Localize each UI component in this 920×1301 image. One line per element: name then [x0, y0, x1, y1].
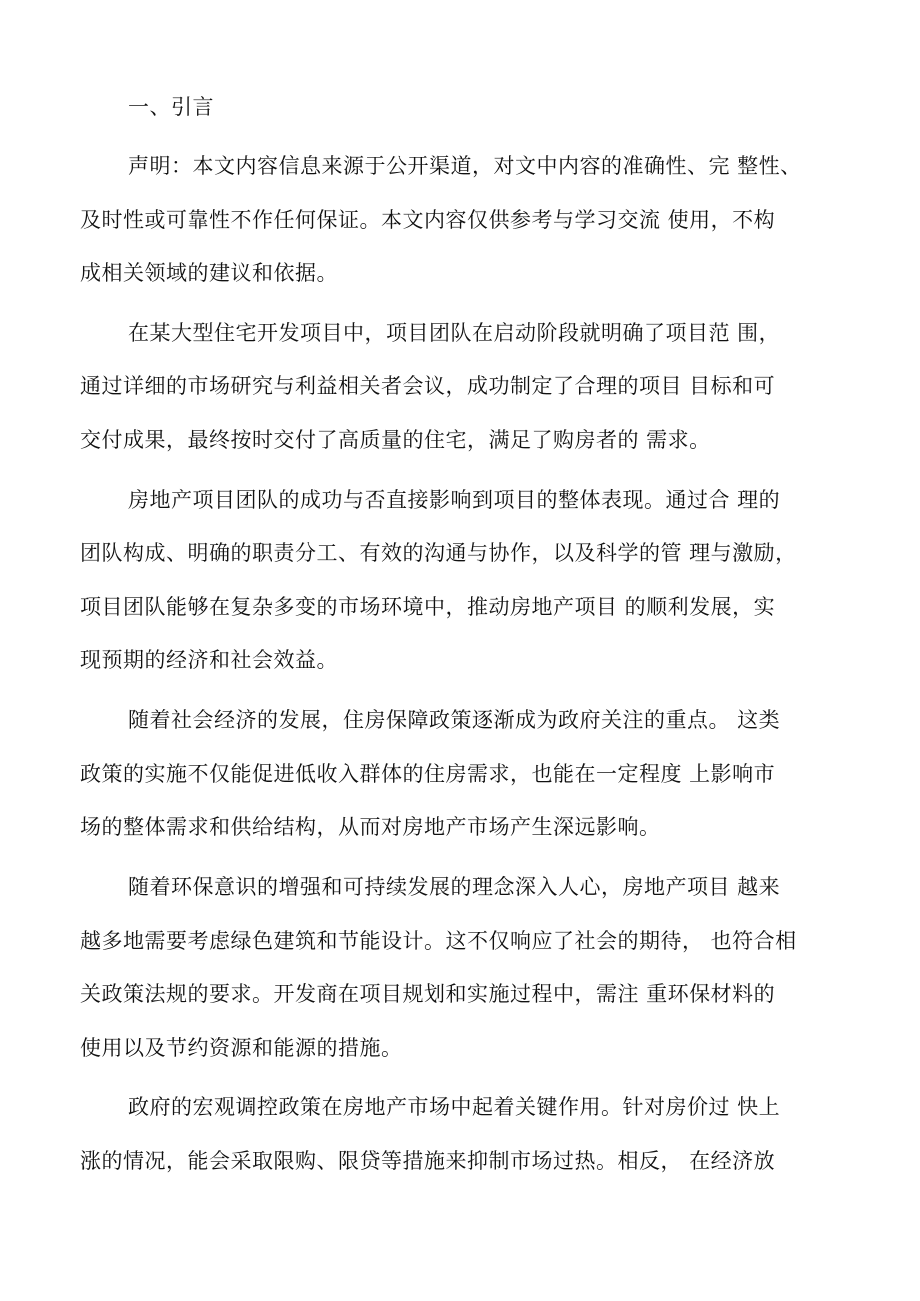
paragraph-disclaimer-line: 成相关领域的建议和依据。 — [80, 261, 338, 285]
paragraph-green-building-line: 随着环保意识的增强和可持续发展的理念深入人心，房地产项目 越来 — [128, 875, 781, 899]
paragraph-macro-control-line: 涨的情况，能会采取限购、限贷等措施来抑制市场过热。相反， 在经济放 — [80, 1149, 776, 1173]
section-heading: 一、引言 — [128, 95, 214, 119]
paragraph-team-line: 现预期的经济和社会效益。 — [80, 648, 338, 672]
paragraph-project-example-line: 在某大型住宅开发项目中，项目团队在启动阶段就明确了项目范 围， — [128, 321, 781, 345]
paragraph-team-line: 房地产项目团队的成功与否直接影响到项目的整体表现。通过合 理的 — [128, 488, 781, 512]
paragraph-team-line: 项目团队能够在复杂多变的市场环境中，推动房地产项目 的顺利发展，实 — [80, 595, 776, 619]
paragraph-disclaimer-line: 声明：本文内容信息来源于公开渠道，对文中内容的准确性、完 整性、 — [128, 154, 802, 178]
paragraph-disclaimer-line: 及时性或可靠性不作任何保证。本文内容仅供参考与学习交流 使用，不构 — [80, 208, 776, 232]
paragraph-team-line: 团队构成、明确的职责分工、有效的沟通与协作，以及科学的管 理与激励， — [80, 541, 797, 565]
paragraph-housing-policy-line: 政策的实施不仅能促进低收入群体的住房需求，也能在一定程度 上影响市 — [80, 762, 776, 786]
paragraph-green-building-line: 越多地需要考虑绿色建筑和节能设计。这不仅响应了社会的期待， 也符合相 — [80, 929, 797, 953]
paragraph-project-example-line: 交付成果，最终按时交付了高质量的住宅，满足了购房者的 需求。 — [80, 428, 711, 452]
paragraph-housing-policy-line: 场的整体需求和供给结构，从而对房地产市场产生深远影响。 — [80, 815, 661, 839]
paragraph-green-building-line: 使用以及节约资源和能源的措施。 — [80, 1036, 403, 1060]
paragraph-housing-policy-line: 随着社会经济的发展，住房保障政策逐渐成为政府关注的重点。 这类 — [128, 708, 781, 732]
paragraph-green-building-line: 关政策法规的要求。开发商在项目规划和实施过程中，需注 重环保材料的 — [80, 982, 776, 1006]
paragraph-project-example-line: 通过详细的市场研究与利益相关者会议，成功制定了合理的项目 目标和可 — [80, 374, 776, 398]
paragraph-macro-control-line: 政府的宏观调控政策在房地产市场中起着关键作用。针对房价过 快上 — [128, 1095, 781, 1119]
